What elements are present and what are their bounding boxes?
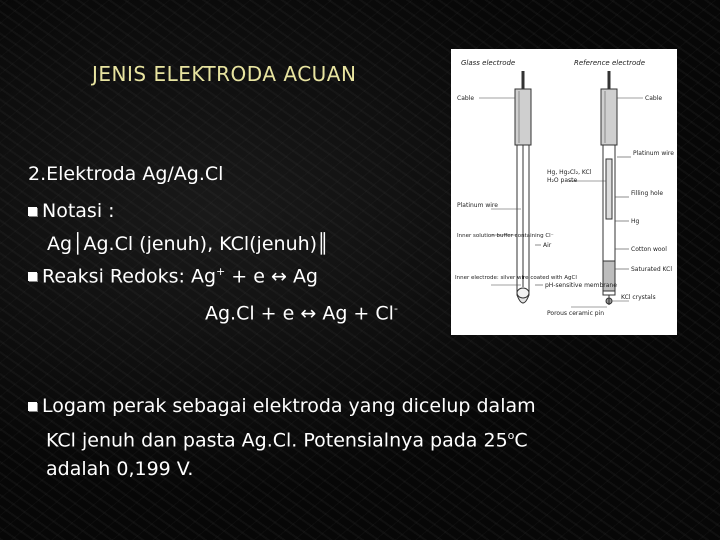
degree-superscript: o [507,429,515,442]
bullet-icon [28,402,37,411]
label-hg: Hg [631,218,640,225]
glass-electrode-drawing [515,71,531,303]
para-line-3 [28,455,668,484]
para-line-1 [28,392,668,421]
notasi-value: Ag│Ag.Cl (jenuh), KCl(jenuh)║ [47,233,329,255]
label-h2o-paste: H₂O paste [547,177,578,184]
bullet-icon [28,207,37,216]
reaksi-superscript: + [216,265,226,278]
slide-title: JENIS ELEKTRODA ACUAN [92,62,357,86]
para-text-2a: KCl jenuh dan pasta Ag.Cl. Potensialnya pada 25 [46,429,508,452]
label-inner-electrode: Inner electrode: silver wire coated with AgCl [455,275,577,281]
bullet-icon [28,272,37,281]
para-line-2 [28,421,668,455]
label-inner-solution: Inner solution buffer containing Cl⁻ [457,233,554,239]
description-paragraph [28,392,668,484]
heading-electrode [28,163,223,185]
reaksi-item [28,265,318,287]
reaksi2-line [205,302,398,324]
electrode-diagram-svg [451,49,677,335]
electrode-diagram [451,49,677,335]
label-cotton-wool: Cotton wool [631,246,667,253]
label-platinum-wire-left: Platinum wire [457,202,498,209]
reaksi2-superscript: - [393,302,398,315]
label-cable-right: Cable [645,95,663,102]
notasi-label: Notasi : [42,200,115,222]
label-cable-left: Cable [457,95,475,102]
label-saturated-kcl: Saturated KCl [631,266,673,273]
label-hg-paste: Hg, Hg₂Cl₂, KCl [547,169,592,176]
reference-electrode-title: Reference electrode [574,59,646,67]
label-porous-pin: Porous ceramic pin [547,310,605,317]
reaksi-label: Reaksi Redoks: Ag [42,265,217,288]
label-kcl-crystals: KCl crystals [621,294,656,301]
reaksi-rest: + e ↔ Ag [225,265,318,288]
label-platinum-wire-right: Platinum wire [633,150,674,157]
reaksi2-text: Ag.Cl + e ↔ Ag + Cl [205,302,394,325]
heading-text: 2.Elektroda Ag/Ag.Cl [28,163,224,185]
notasi-value-line [47,233,329,255]
para-text-3: adalah 0,199 V. [46,458,194,481]
label-air: Air [543,242,552,249]
notasi-item [28,200,115,222]
label-ph-membrane: pH-sensitive membrane [545,282,617,289]
glass-electrode-title: Glass electrode [461,59,516,67]
para-text-2b: C [514,429,528,452]
para-text-1: Logam perak sebagai elektroda yang dicelup dalam [42,395,536,417]
label-filling-hole: Filling hole [631,190,664,197]
reference-electrode-drawing [601,71,617,305]
